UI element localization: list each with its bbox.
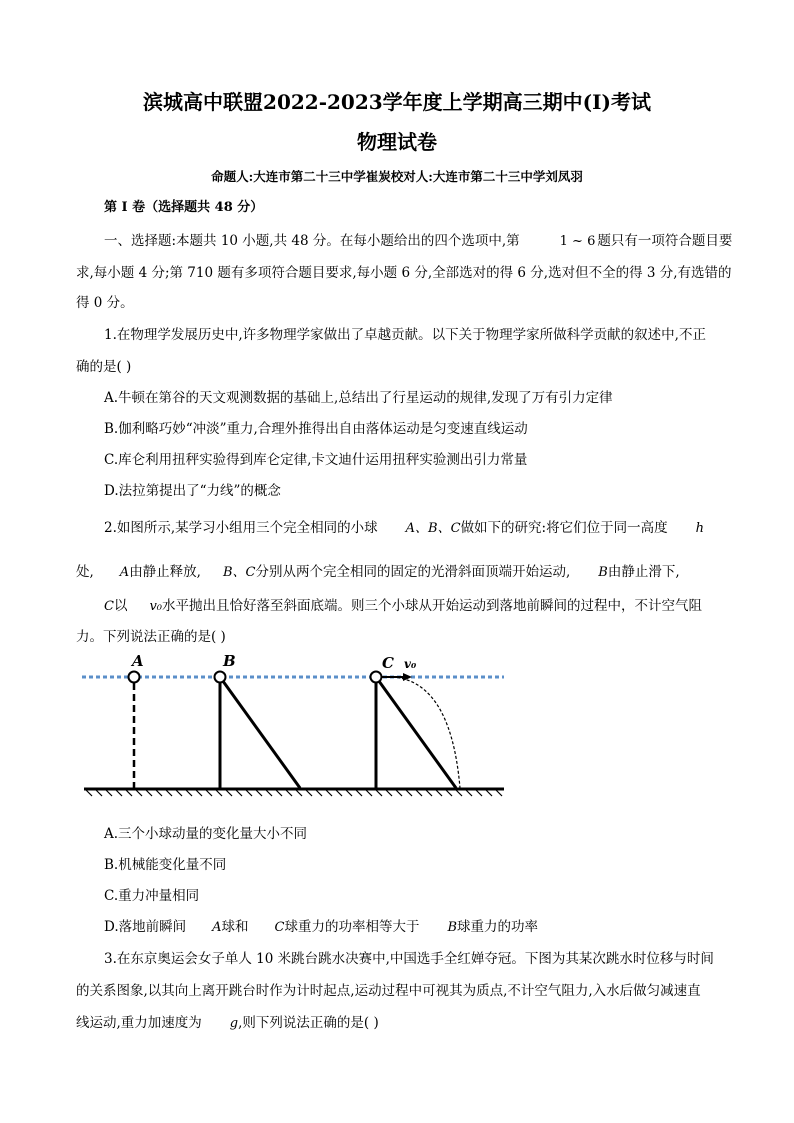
q2-figure [78,650,508,800]
label-c: C [382,654,394,672]
projectile-path [382,677,460,788]
label-b: B [223,652,236,670]
incline-b-slope [220,677,300,788]
instructions-line-3: 得 0 分。 [76,295,134,311]
subject-title: 物理试卷 [357,130,437,154]
q3-line-2: 的关系图象,以其向上离开跳台时作为计时起点,运动过程中可视其为质点,不计空气阻力,入水后做匀减速直 [76,983,701,999]
q2-line-1: 2.如图所示,某学习小组用三个完全相同的小球 A、B、C做如下的研究:将它们位于同一高度 h [104,520,704,536]
q1-stem-1: 1.在物理学发展历史中,许多物理学家做出了卓越贡献。以下关于物理学家所做科学贡献的叙述中,不正 [104,327,706,343]
q2-line-2: 处, A由静止释放, B、C分别从两个完全相同的固定的光滑斜面顶端开始运动, B由静止滑下, [76,564,680,580]
q1-option-d: D.法拉第提出了“力线”的概念 [104,483,281,499]
q1-option-a: A.牛顿在第谷的天文观测数据的基础上,总结出了行星运动的规律,发现了万有引力定律 [104,390,613,406]
author-line: 命题人:大连市第二十三中学崔炭校对人:大连市第二十三中学刘凤羽 [211,169,583,184]
q1-stem-2: 确的是( ) [76,359,132,375]
ground-hatching [86,790,502,796]
label-v0: v₀ [404,657,417,671]
q2-option-a: A.三个小球动量的变化量大小不同 [104,826,308,842]
q2-option-d: D.落地前瞬间 A球和 C球重力的功率相等大于 B球重力的功率 [104,919,539,935]
q1-option-c: C.库仑利用扭秤实验得到库仑定律,卡文迪什运用扭秤实验测出引力常量 [104,452,528,468]
instructions-line-2: 求,每小题 4 分;第 710 题有多项符合题目要求,每小题 6 分,全部选对的得 6 分,选对但不全的得 3 分,有选错的 [76,265,732,281]
ball-b [215,672,226,683]
ball-c [371,672,382,683]
q3-line-1: 3.在东京奥运会女子单人 10 米跳台跳水决赛中,中国选手全红婵夺冠。下图为其某次跳水时位移与时间 [104,951,714,967]
incline-c-slope [376,677,456,788]
question-range: 1 ~ 6 [559,234,596,249]
q1-option-b: B.伽利略巧妙“冲淡”重力,合理外推得出自由落体运动是匀变速直线运动 [104,421,528,437]
exam-title: 滨城高中联盟2022-2023学年度上学期高三期中(I)考试 [143,90,651,114]
section-heading: 第 I 卷（选择题共 48 分） [104,200,264,215]
ball-a [129,672,140,683]
q2-option-b: B.机械能变化量不同 [104,857,227,873]
q3-line-3: 线运动,重力加速度为 g,则下列说法正确的是( ) [76,1015,379,1031]
label-a: A [132,652,144,670]
q2-line-4: 力。下列说法正确的是( ) [76,629,226,645]
q2-option-c: C.重力冲量相同 [104,888,200,904]
instructions-line-1: 一、选择题:本题共 10 小题,共 48 分。在每小题给出的四个选项中,第 1 ~ 6 题只有一项符合题目要 [104,233,733,249]
q2-line-3: C以 v₀水平抛出且恰好落至斜面底端。则三个小球从开始运动到落地前瞬间的过程中，不计空气阻 [104,598,703,614]
